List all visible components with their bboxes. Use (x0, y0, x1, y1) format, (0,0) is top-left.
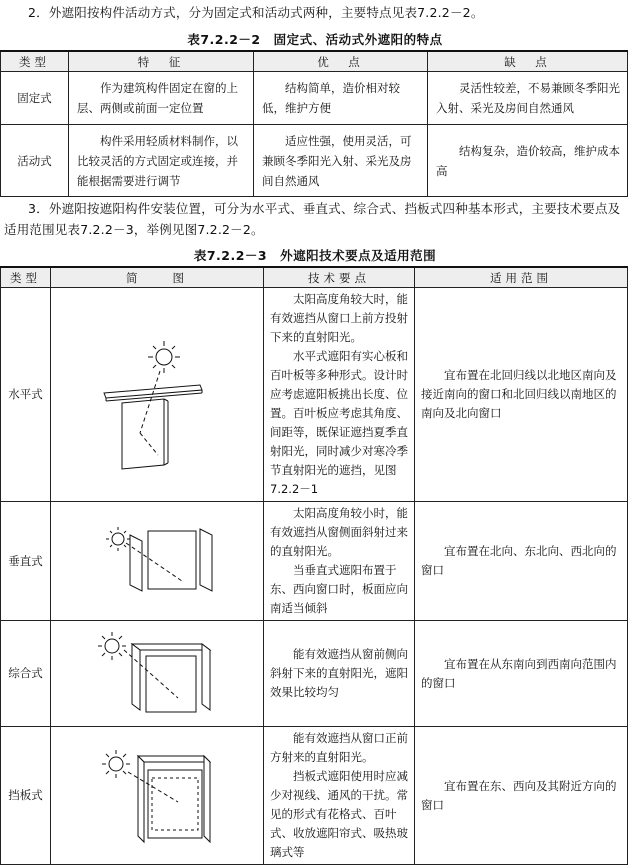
table-row (1, 72, 628, 125)
cell-cons: 灵活性较差，不易兼顾冬季阳光入射、采光及房间自然通风 (428, 72, 628, 125)
tech-text: 水平式遮阳有实心板和百叶板等多种形式。设计时应考虑遮阳板挑出长度、位置。百叶板应考虑其角度、间距等，既保证遮挡夏季直射阳光，同时减少对寒冷季节直射阳光的遮挡，见图7.2.2－1 (270, 349, 408, 496)
header-scope: 适用范围 (415, 267, 628, 288)
paragraph-3: 3．外遮阳按遮阳构件安装位置，可分为水平式、垂直式、综合式、挡板式四种基本形式，主要技术要点及适用范围见表7.2.2－3，举例见图7.2.2－2。 (4, 201, 621, 237)
table-row (1, 621, 628, 727)
cell-pros: 结构简单，造价相对较低，维护方便 (254, 72, 428, 125)
combined-shading-diagram (82, 626, 232, 722)
horizontal-shading-diagram (82, 315, 232, 475)
tech-text: 太阳高度角较小时，能有效遮挡从窗侧面斜射过来的直射阳光。 (270, 506, 408, 558)
diagram-vertical (51, 502, 264, 621)
header-tech: 技术要点 (264, 267, 415, 288)
tech-text: 太阳高度角较大时，能有效遮挡从窗口上前方投射下来的直射阳光。 (270, 292, 408, 344)
table2-caption: 表7.2.2－3 外遮阳技术要点及适用范围 (193, 248, 437, 263)
cell-type: 固定式 (1, 72, 69, 125)
cell-cons: 结构复杂，造价较高，维护成本高 (428, 125, 628, 197)
cell-tech (264, 727, 415, 865)
tech-text: 能有效遮挡从窗前侧向斜射下来的直射阳光，遮阳效果比较均匀 (270, 647, 408, 699)
cell-scope: 宜布置在北向、东北向、西北向的窗口 (415, 502, 628, 621)
table-row (1, 125, 628, 197)
tech-text: 能有效遮挡从窗口正前方射来的直射阳光。 (270, 731, 408, 764)
cell-type: 综合式 (1, 621, 51, 727)
vertical-shading-diagram (82, 521, 232, 601)
cell-tech (264, 621, 415, 727)
cell-type: 挡板式 (1, 727, 51, 865)
header-type: 类型 (1, 267, 51, 288)
cell-pros: 适应性强，使用灵活，可兼顾冬季阳光入射、采光及房间自然通风 (254, 125, 428, 197)
cell-scope: 宜布置在东、西向及其附近方向的窗口 (415, 727, 628, 865)
header-diagram: 简 图 (51, 267, 264, 288)
header-cons: 缺 点 (428, 51, 628, 72)
table-row (1, 727, 628, 865)
sun-icon (109, 757, 123, 771)
sun-icon (105, 639, 119, 653)
tech-text: 当垂直式遮阳布置于东、西向窗口时，板面应向南适当倾斜 (270, 563, 408, 615)
cell-scope: 宜布置在北回归线以北地区南向及接近南向的窗口和北回归线以南地区的南向及北向窗口 (415, 288, 628, 502)
tech-text: 挡板式遮阳使用时应减少对视线、通风的干扰。常见的形式有花格式、百叶式、收放遮阳帘式、吸热玻璃式等 (270, 769, 408, 859)
cell-type: 水平式 (1, 288, 51, 502)
baffle-shading-diagram (82, 738, 232, 854)
diagram-baffle (51, 727, 264, 865)
sun-rays (148, 341, 180, 373)
cell-feature: 构件采用轻质材料制作，以比较灵活的方式固定或连接，并能根据需要进行调节 (69, 125, 254, 197)
table-row (1, 502, 628, 621)
paragraph-2: 2．外遮阳按构件活动方式，分为固定式和活动式两种，主要特点见表7.2.2－2。 (28, 5, 484, 20)
sun-icon (156, 349, 172, 365)
cell-type: 垂直式 (1, 502, 51, 621)
table1-caption: 表7.2.2－2 固定式、活动式外遮阳的特点 (187, 32, 443, 47)
cell-tech (264, 502, 415, 621)
table-fixed-vs-movable (0, 50, 628, 197)
diagram-combined (51, 621, 264, 727)
cell-scope: 宜布置在从东南向到西南向范围内的窗口 (415, 621, 628, 727)
table-row (1, 288, 628, 502)
cell-feature: 作为建筑构件固定在窗的上层、两侧或前面一定位置 (69, 72, 254, 125)
header-pros: 优 点 (254, 51, 428, 72)
cell-type: 活动式 (1, 125, 69, 197)
sun-icon (112, 533, 124, 545)
cell-tech (264, 288, 415, 502)
header-type: 类型 (1, 51, 69, 72)
table-shading-types (0, 266, 628, 865)
header-feature: 特 征 (69, 51, 254, 72)
diagram-horizontal (51, 288, 264, 502)
